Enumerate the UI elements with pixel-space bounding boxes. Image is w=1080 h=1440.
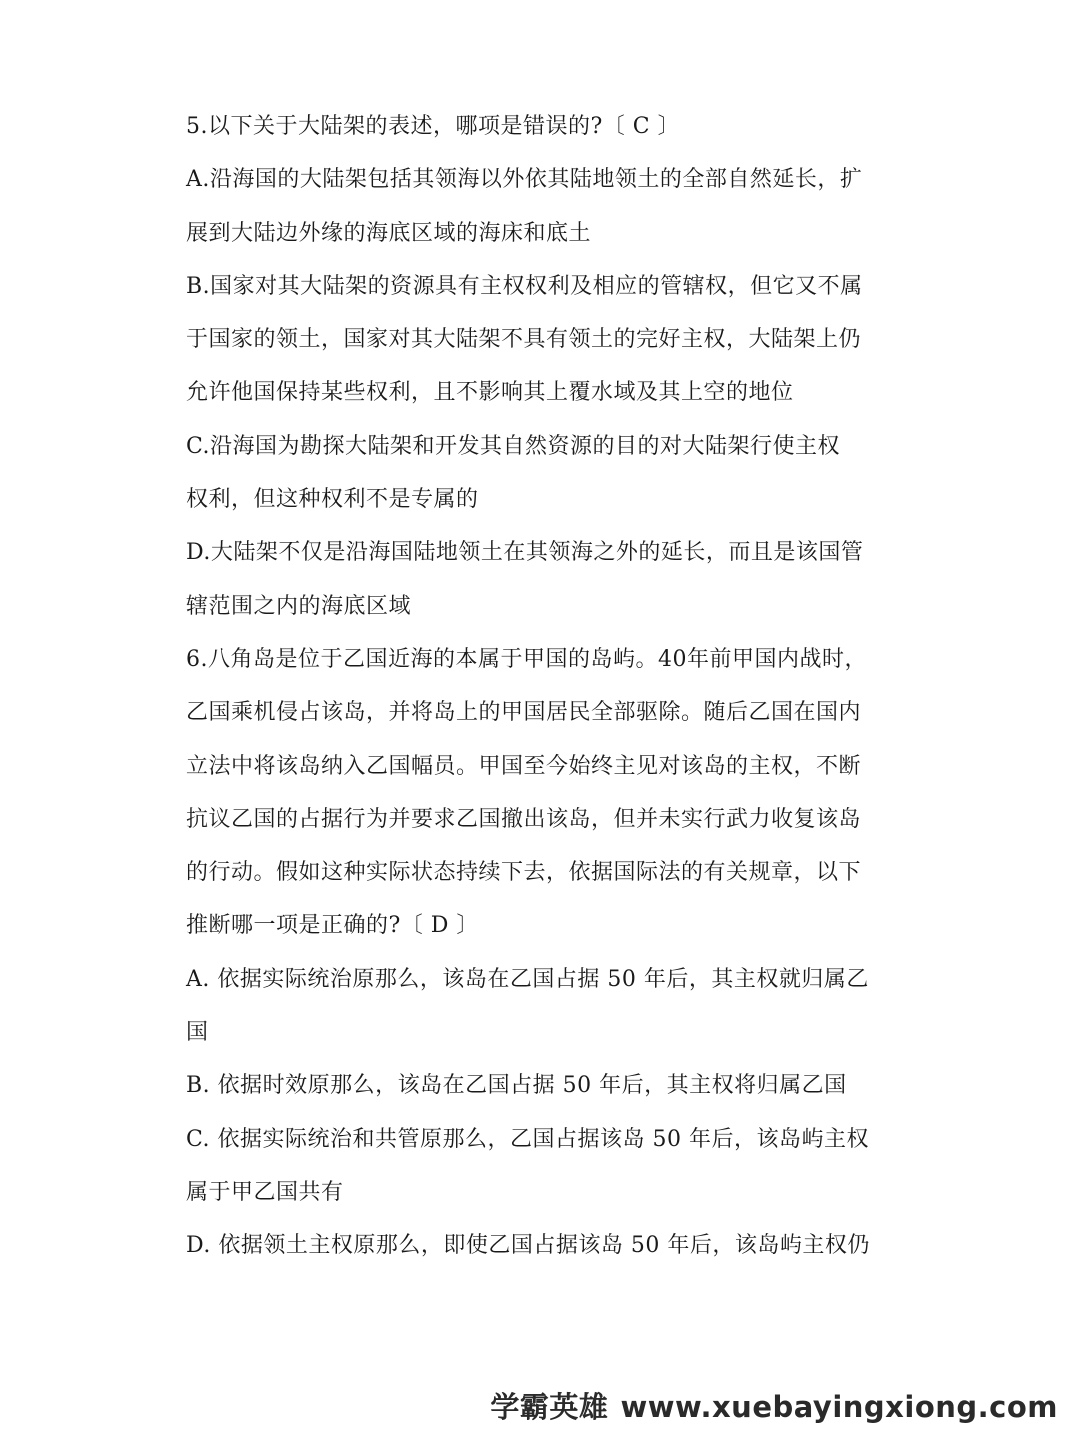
question-5-stem: 5.以下关于大陆架的表述，哪项是错误的?〔 C 〕: [186, 114, 681, 139]
question-6-stem-cont: 乙国乘机侵占该岛，并将岛上的甲国居民全部驱除。随后乙国在国内: [186, 700, 862, 726]
question-6-stem: 6.八角岛是位于乙国近海的本属于甲国的岛屿。40年前甲国内战时，: [186, 646, 867, 672]
question-5-option-b-cont: 允许他国保持某些权利，且不影响其上覆水域及其上空的地位: [186, 380, 794, 406]
question-6-option-c: C. 依据实际统治和共管原那么，乙国占据该岛 50 年后，该岛屿主权: [186, 1126, 870, 1152]
question-6-stem-cont: 立法中将该岛纳入乙国幅员。甲国至今始终主见对该岛的主权，不断: [186, 753, 862, 779]
question-5-option-a-cont: 展到大陆边外缘的海底区域的海床和底土: [186, 220, 592, 246]
question-6-option-c-cont: 属于甲乙国共有: [186, 1179, 344, 1205]
question-5-option-d-cont: 辖范围之内的海底区域: [186, 593, 412, 619]
question-6-option-d: D. 依据领土主权原那么，即使乙国占据该岛 50 年后，该岛屿主权仍: [186, 1233, 870, 1259]
question-5-option-b: B.国家对其大陆架的资源具有主权权利及相应的管辖权，但它又不属: [186, 273, 863, 299]
question-6-stem-cont: 推断哪一项是正确的?〔 D 〕: [186, 913, 479, 939]
question-5-option-d: D.大陆架不仅是沿海国陆地领土在其领海之外的延长，而且是该国管: [186, 540, 864, 566]
question-6-stem-cont: 抗议乙国的占据行为并要求乙国撤出该岛，但并未实行武力收复该岛: [186, 806, 862, 832]
question-5-option-b-cont: 于国家的领土，国家对其大陆架不具有领土的完好主权，大陆架上仍: [186, 327, 862, 353]
question-6-stem-cont: 的行动。假如这种实际状态持续下去，依据国际法的有关规章，以下: [186, 860, 862, 886]
question-5-option-c-cont: 权利，但这种权利不是专属的: [186, 487, 479, 513]
document-body: [186, 100, 906, 1273]
question-6-option-a: A. 依据实际统治原那么，该岛在乙国占据 50 年后，其主权就归属乙: [186, 966, 869, 992]
watermark-url: www.xuebayingxiong.com: [620, 1390, 1058, 1424]
site-watermark: [490, 1385, 1058, 1426]
question-6-option-b: B. 依据时效原那么，该岛在乙国占据 50 年后，其主权将归属乙国: [186, 1073, 847, 1099]
watermark-brand: 学霸英雄: [490, 1390, 609, 1424]
question-5-option-a: A.沿海国的大陆架包括其领海以外依其陆地领土的全部自然延长，扩: [186, 167, 863, 193]
question-5-option-c: C.沿海国为勘探大陆架和开发其自然资源的目的对大陆架行使主权: [186, 433, 841, 459]
question-6-option-a-cont: 国: [186, 1020, 209, 1046]
